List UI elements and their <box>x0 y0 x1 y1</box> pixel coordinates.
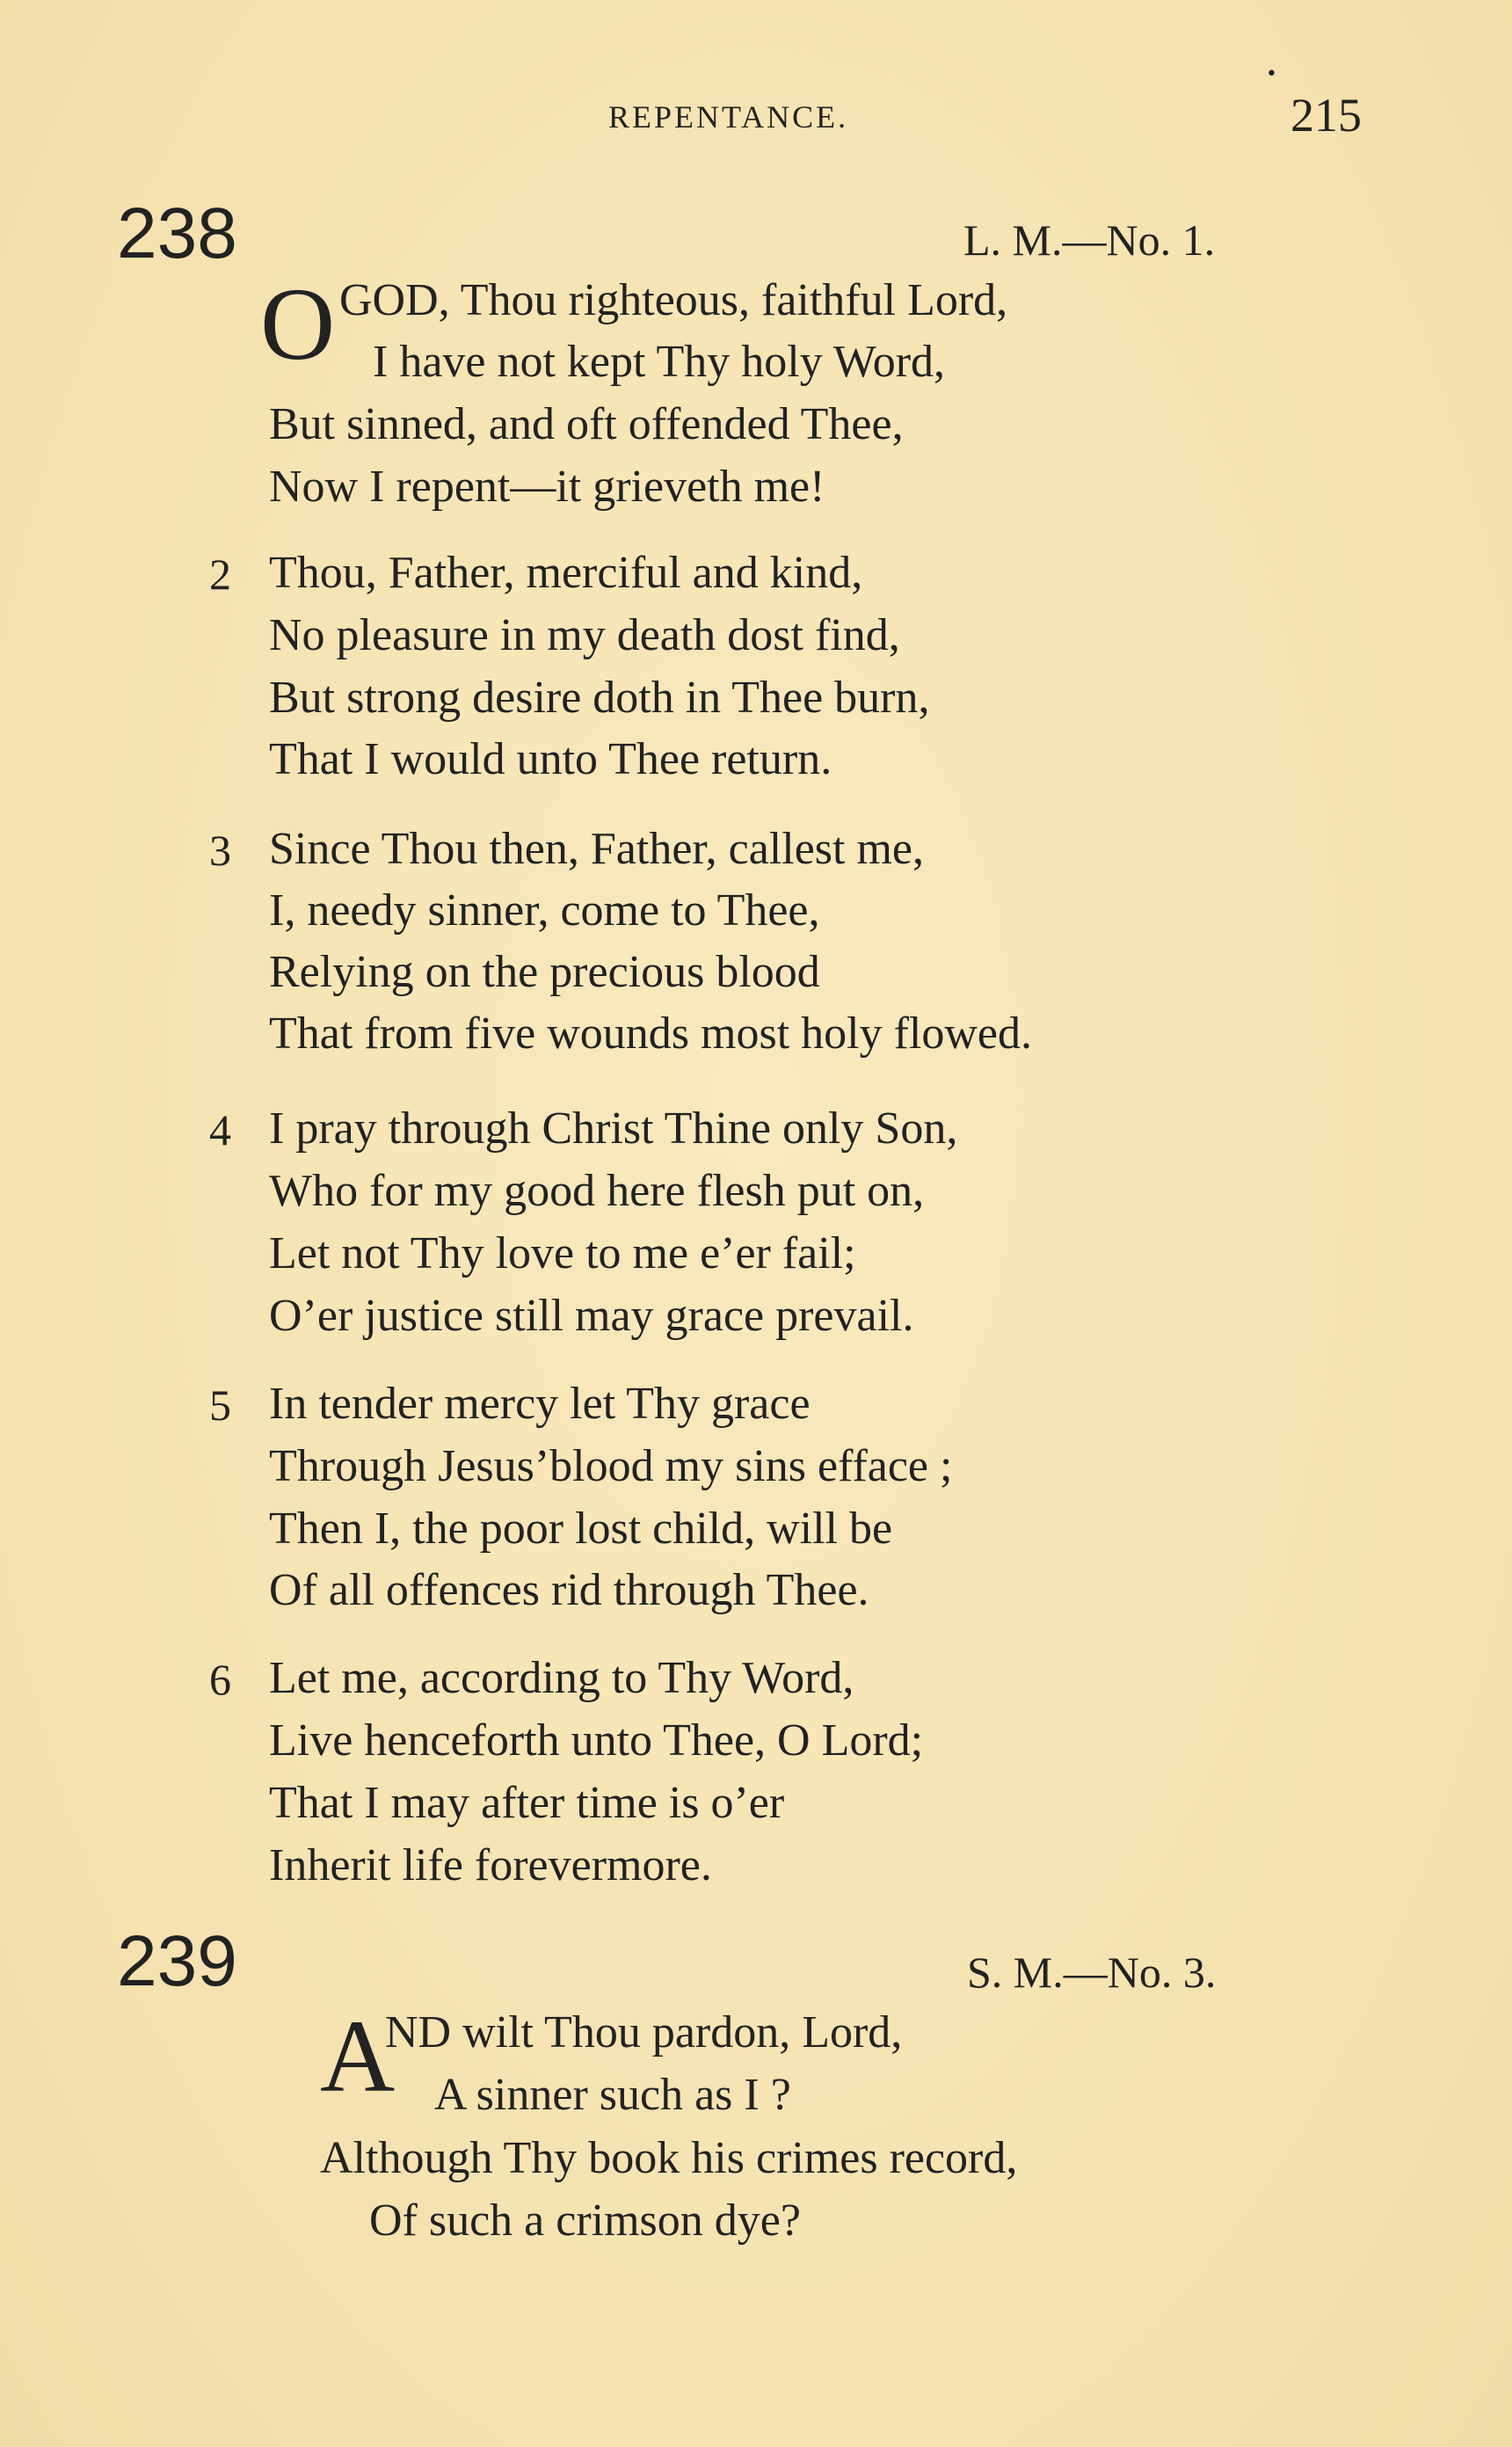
hymn-meter: L. M.—No. 1. <box>963 215 1216 265</box>
verse-line: Then I, the poor lost child, will be <box>269 1504 893 1554</box>
verse-line: I, needy sinner, come to Thee, <box>269 885 820 936</box>
verse-line: Relying on the precious blood <box>269 947 820 997</box>
verse-line: A sinner such as I ? <box>434 2070 791 2120</box>
verse-line: GOD, Thou righteous, faithful Lord, <box>339 275 1008 325</box>
verse-line: Who for my good here flesh put on, <box>269 1166 925 1216</box>
verse-line: Thou, Father, merciful and kind, <box>269 548 863 598</box>
verse-line: I have not kept Thy holy Word, <box>373 337 946 387</box>
verse-line: That I may after time is o’er <box>269 1778 785 1828</box>
verse-line: Let not Thy love to me e’er fail; <box>269 1228 856 1278</box>
stanza-number: 6 <box>209 1655 231 1704</box>
verse-line: Live henceforth unto Thee, O Lord; <box>269 1715 924 1766</box>
stanza-number: 3 <box>209 826 231 875</box>
hymn-number: 238 <box>117 193 237 273</box>
drop-cap: A <box>320 1999 396 2114</box>
verse-line: That I would unto Thee return. <box>269 734 832 784</box>
printer-mark: • <box>1266 63 1277 85</box>
verse-line: Although Thy book his crimes record, <box>320 2133 1018 2183</box>
verse-line: O’er justice still may grace prevail. <box>269 1291 914 1341</box>
verse-line: Of all offences rid through Thee. <box>269 1565 869 1615</box>
verse-line: In tender mercy let Thy grace <box>269 1379 811 1429</box>
hymn-meter: S. M.—No. 3. <box>967 1948 1217 1997</box>
verse-line: I pray through Christ Thine only Son, <box>269 1103 958 1154</box>
verse-line: Now I repent—it grieveth me! <box>269 462 825 512</box>
verse-line: Inherit life forevermore. <box>269 1840 712 1890</box>
verse-line: ND wilt Thou pardon, Lord, <box>385 2007 903 2057</box>
verse-line: But sinned, and oft offended Thee, <box>269 399 904 449</box>
stanza-number: 4 <box>209 1105 231 1154</box>
verse-line: No pleasure in my death dost find, <box>269 610 900 660</box>
drop-cap: O <box>260 266 336 382</box>
verse-line: That from five wounds most holy flowed. <box>269 1009 1032 1059</box>
hymn-number: 239 <box>117 1921 237 2001</box>
stanza-number: 2 <box>209 550 231 599</box>
verse-line: Through Jesus’blood my sins efface ; <box>269 1441 953 1491</box>
verse-line: Let me, according to Thy Word, <box>269 1653 854 1703</box>
verse-line: Since Thou then, Father, callest me, <box>269 824 924 874</box>
stanza-number: 5 <box>209 1380 231 1430</box>
verse-line: But strong desire doth in Thee burn, <box>269 673 930 723</box>
verse-line: Of such a crimson dye? <box>369 2196 801 2246</box>
running-head: REPENTANCE. <box>608 99 849 135</box>
page-number: 215 <box>1290 89 1362 142</box>
